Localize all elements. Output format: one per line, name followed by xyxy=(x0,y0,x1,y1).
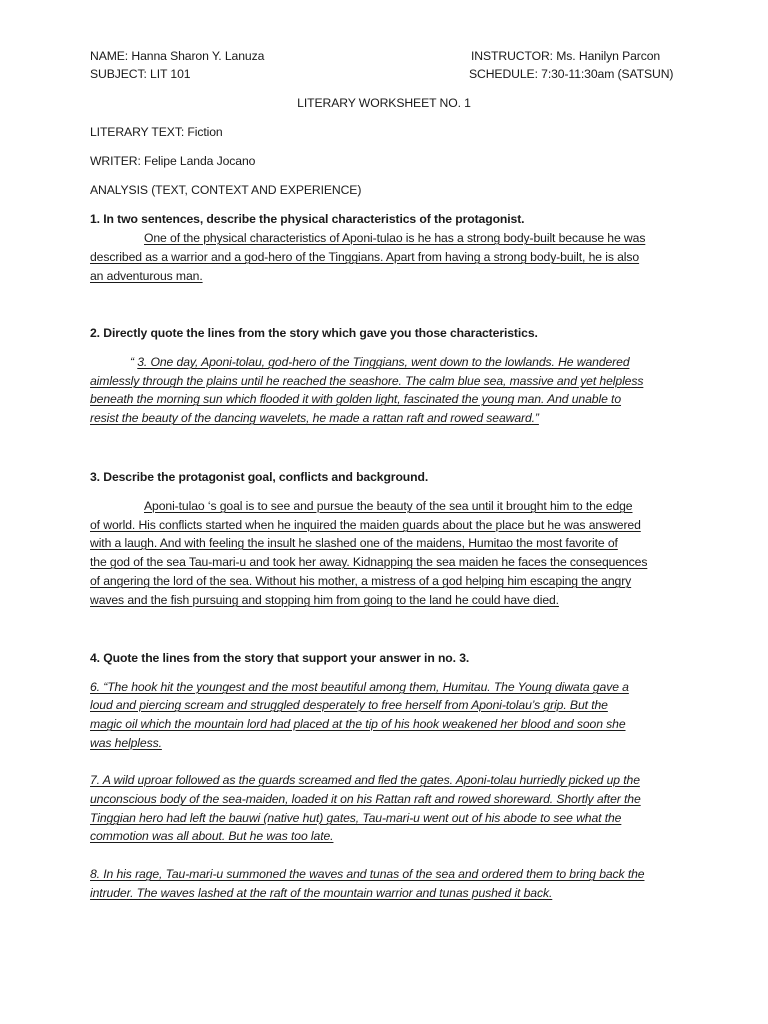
q2-quote-line xyxy=(130,354,630,370)
q2-quote-text: 3. One day, Aponi-tolau, god-hero of the Tinggians, went down to the lowlands. He wandered xyxy=(137,355,630,369)
instructor: INSTRUCTOR: Ms. Hanilyn Parcon xyxy=(471,49,661,63)
question-1: 1. In two sentences, describe the physical characteristics of the protagonist. xyxy=(90,212,525,226)
q4-quote-line: 8. In his rage, Tau-mari-u summoned the waves and tunas of the sea and ordered them to bring back the xyxy=(90,867,645,881)
schedule: SCHEDULE: 7:30-11:30am (SATSUN) xyxy=(469,67,674,81)
q4-quote-line: intruder. The waves lashed at the raft of the mountain warrior and tunas pushed it back. xyxy=(90,886,553,900)
subject: SUBJECT: LIT 101 xyxy=(90,67,191,81)
q4-quote-line: Tinggian hero had left the bauwi (native hut) gates, Tau-mari-u went out of his abode to see what the xyxy=(90,811,622,825)
analysis-heading: ANALYSIS (TEXT, CONTEXT AND EXPERIENCE) xyxy=(90,183,362,197)
q1-answer-line: described as a warrior and a god-hero of the Tinggians. Apart from having a strong body-built, he is also xyxy=(90,250,640,264)
q4-quote-line: was helpless. xyxy=(90,736,162,750)
q3-answer-line: of angering the lord of the sea. Without his mother, a mistress of a god helping him escaping the angry xyxy=(90,574,632,588)
q4-quote-line: unconscious body of the sea-maiden, loaded it on his Rattan raft and rowed shoreward. Shortly after the xyxy=(90,792,641,806)
question-3: 3. Describe the protagonist goal, conflicts and background. xyxy=(90,470,429,484)
q4-quote-line: magic oil which the mountain lord had placed at the tip of his hook weakened her blood and soon she xyxy=(90,717,626,731)
page-title: LITERARY WORKSHEET NO. 1 xyxy=(297,96,471,110)
q4-quote-line: 7. A wild uproar followed as the guards screamed and fled the gates. Aponi-tolau hurriedly picked up the xyxy=(90,773,640,787)
q1-answer-line: One of the physical characteristics of Aponi-tulao is he has a strong body-built because he was xyxy=(144,231,646,245)
q3-answer-line: the god of the sea Tau-mari-u and took her away. Kidnapping the sea maiden he faces the consequences xyxy=(90,555,648,569)
q1-answer-line: an adventurous man. xyxy=(90,269,203,283)
student-name: NAME: Hanna Sharon Y. Lanuza xyxy=(90,49,265,63)
literary-text: LITERARY TEXT: Fiction xyxy=(90,125,223,139)
q3-answer-line: Aponi-tulao ‘s goal is to see and pursue the beauty of the sea until it brought him to the edge xyxy=(144,499,633,513)
question-4: 4. Quote the lines from the story that support your answer in no. 3. xyxy=(90,651,470,665)
q4-quote-line: 6. “The hook hit the youngest and the most beautiful among them, Humitau. The Young diwata gave a xyxy=(90,680,629,694)
q3-answer-line: of world. His conflicts started when he inquired the maiden guards about the place but he was answered xyxy=(90,518,641,532)
q2-quote-line: resist the beauty of the dancing wavelets, he made a rattan raft and rowed seaward.” xyxy=(90,411,539,425)
q3-answer-line: waves and the fish pursuing and stopping him from going to the land he could have died. xyxy=(90,593,559,607)
q2-quote-line: aimlessly through the plains until he reached the seashore. The calm blue sea, massive and yet helpless xyxy=(90,374,644,388)
q4-quote-line: commotion was all about. But he was too late. xyxy=(90,829,334,843)
q4-quote-line: loud and piercing scream and struggled desperately to free herself from Aponi-tolau’s grip. But the xyxy=(90,698,608,712)
question-2: 2. Directly quote the lines from the story which gave you those characteristics. xyxy=(90,326,538,340)
q2-quote-line: beneath the morning sun which flooded it with golden light, fascinated the young man. And unable to xyxy=(90,392,622,406)
q3-answer-line: with a laugh. And with feeling the insult he slashed one of the maidens, Humitao the most favorite of xyxy=(90,536,618,550)
writer: WRITER: Felipe Landa Jocano xyxy=(90,154,256,168)
open-quote-mark: “ xyxy=(130,355,138,369)
